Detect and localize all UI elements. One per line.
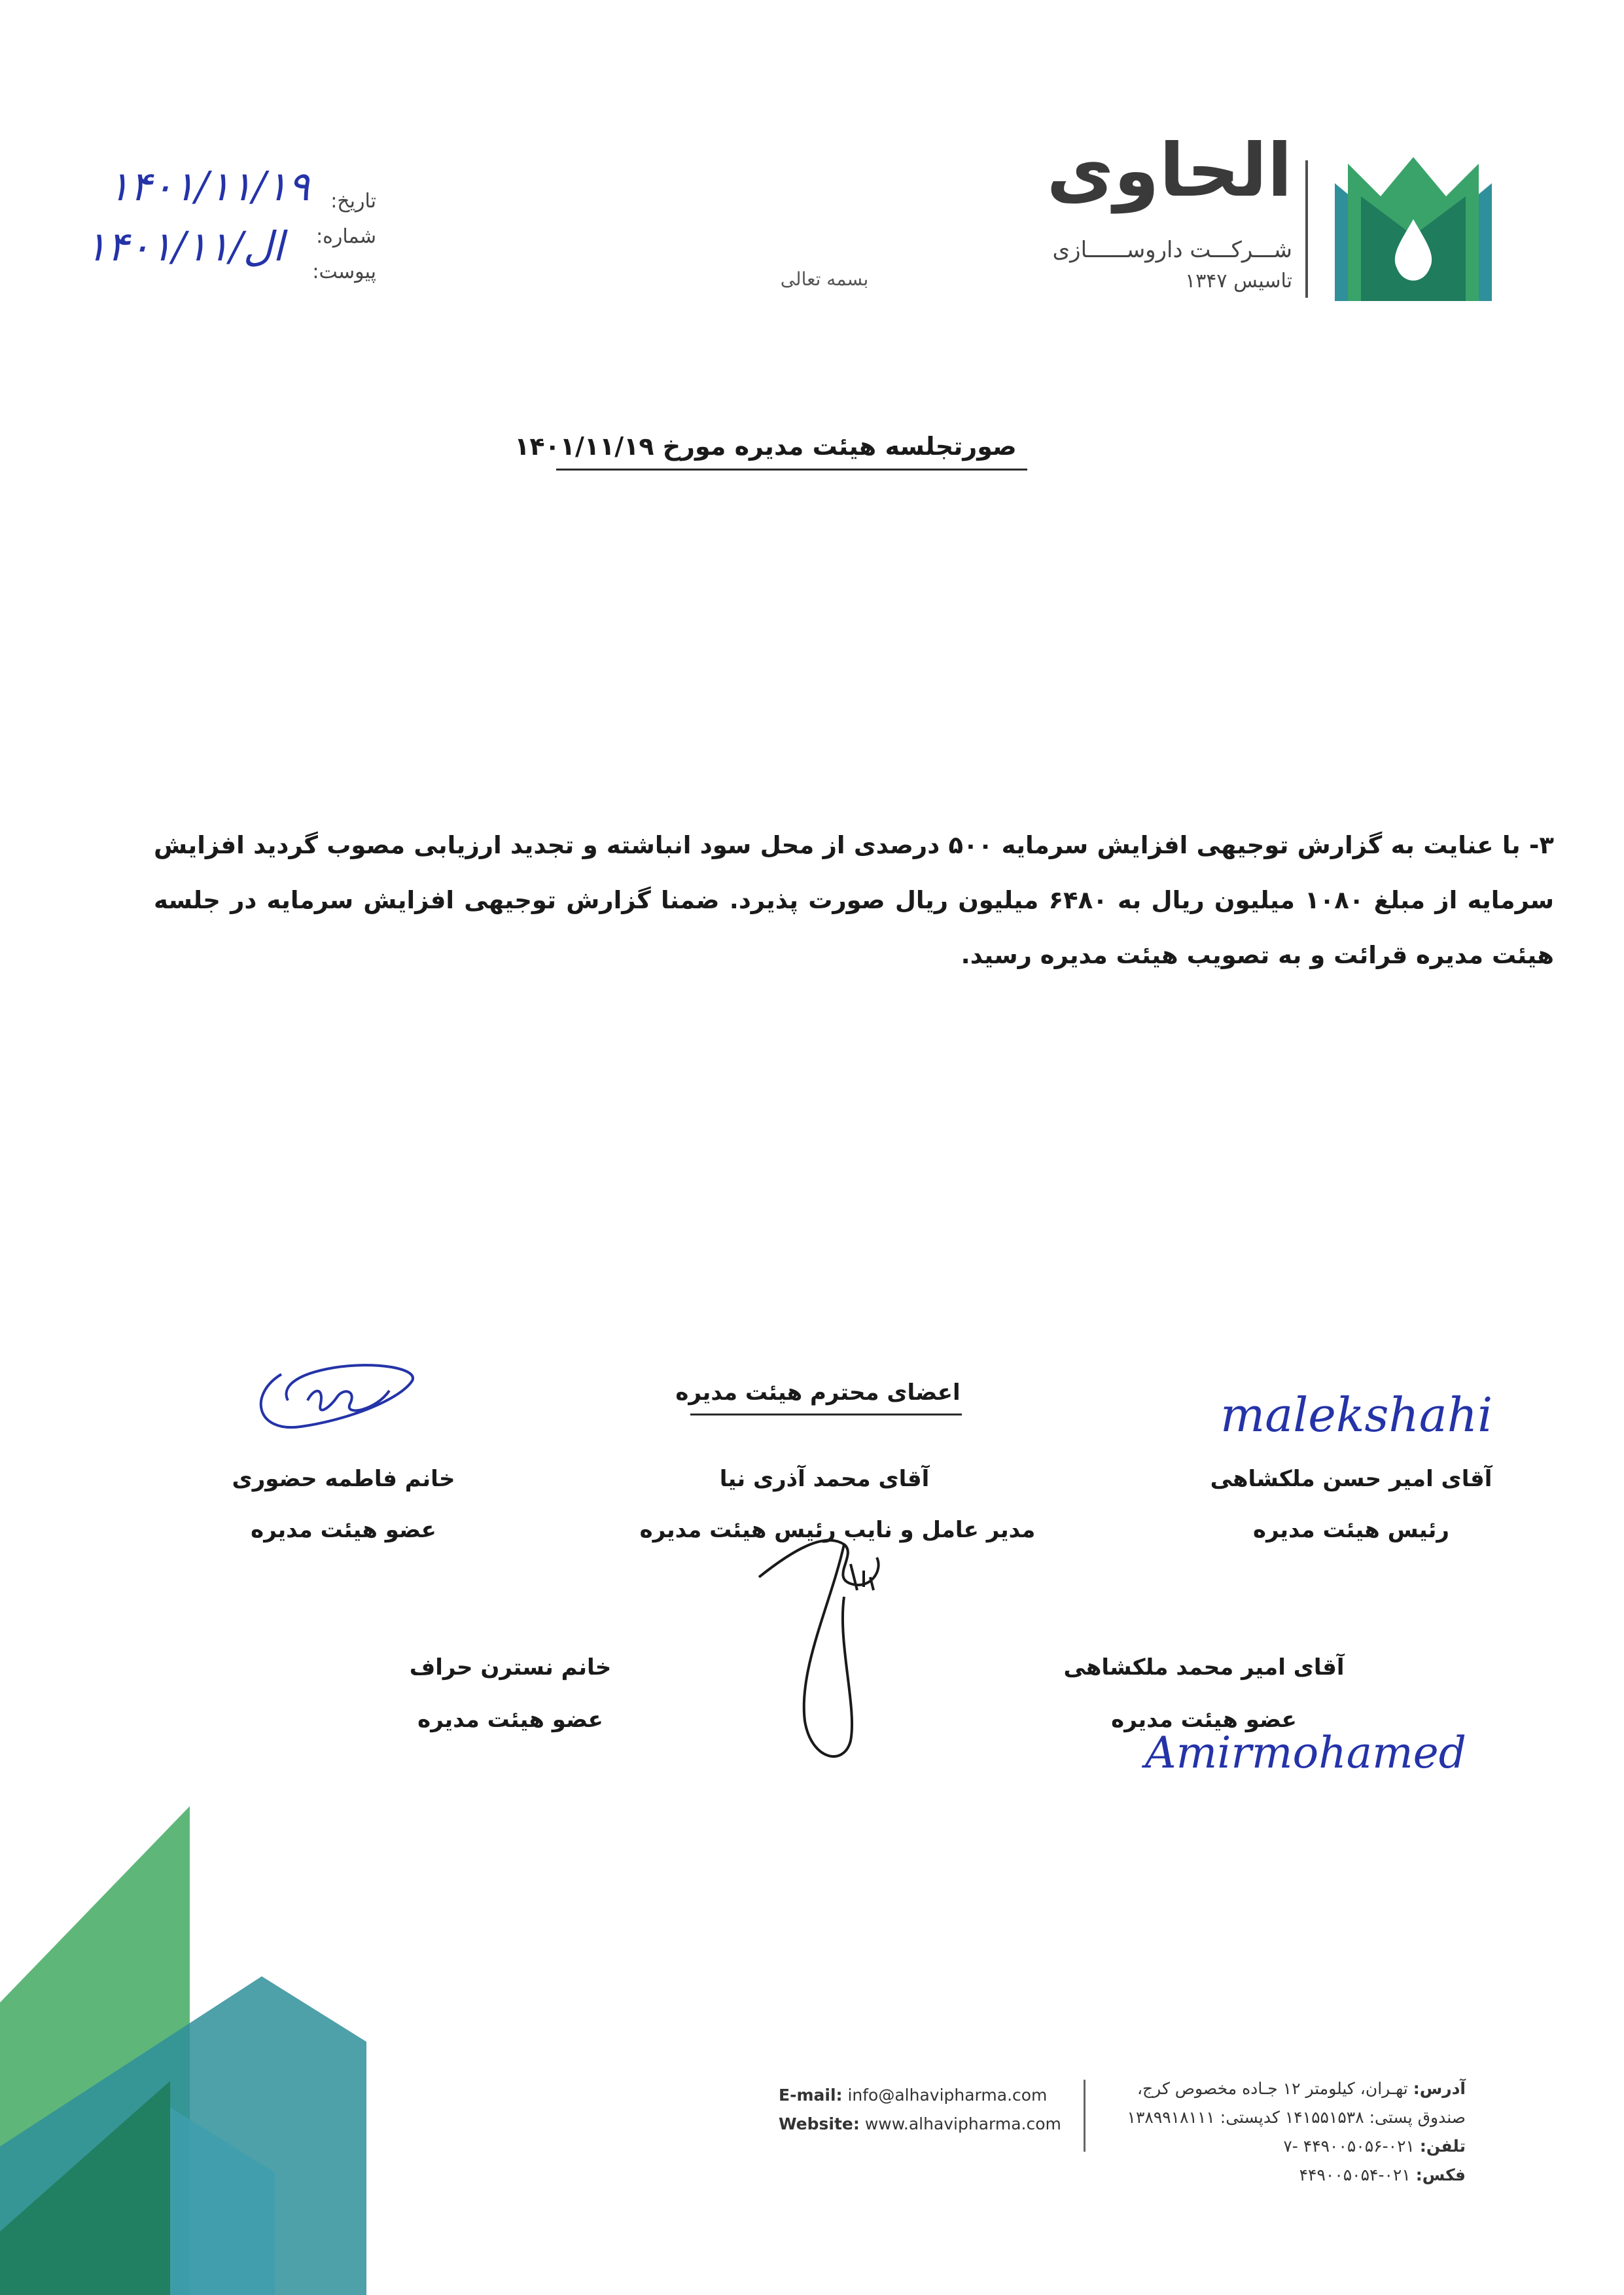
- fax-line: [1099, 2161, 1466, 2190]
- company-name: الحاوی: [1046, 128, 1292, 213]
- phone-line: [1099, 2132, 1466, 2161]
- company-logo-mark: [1335, 157, 1492, 301]
- signatory-role: عضو هیئت مدیره: [1111, 1707, 1297, 1733]
- number-value-handwritten: ۱۴۰۱/۱۱/ال: [85, 222, 284, 270]
- besmeh-heading: بسمه تعالی: [780, 268, 869, 290]
- fax-value: ۰۲۱-۴۴۹۰۰۵۰۵۴: [1299, 2165, 1411, 2184]
- resolution-text: با عنایت به گزارش توجیهی افزایش سرمایه ۵۰۰ درصدی از محل سود انباشته و تجدید ارزیابی مصوب گردید افزایش سرمایه از مبلغ ۱۰۸۰ میلیون ریال به ۶۴۸۰ میلیون ریال صورت پذیرد. ضمنا گزارش توجیهی افزایش سرمایه در جلسه هیئت مدیره قرائت و به تصویب هیئت مدیره رسید.: [154, 831, 1554, 969]
- corner-decoration: [0, 1806, 366, 2295]
- signatory-name: آقای امیر محمد ملکشاهی: [1063, 1654, 1345, 1681]
- postal-line: صندوق پستی: ۱۴۱۵۵۱۵۳۸ کدپستی: ۱۳۸۹۹۱۸۱۱۱: [1127, 2108, 1466, 2127]
- attachment-label: پیوست:: [312, 260, 376, 283]
- address-value: تهـران، کیلومتر ۱۲ جـاده مخصوص کرج،: [1137, 2079, 1408, 2098]
- date-value-handwritten: ۱۴۰۱/۱۱/۱۹: [108, 162, 310, 210]
- resolution-paragraph: [154, 818, 1554, 983]
- signatory-role: مدیر عامل و نایب رئیس هیئت مدیره: [639, 1517, 1036, 1543]
- website-link[interactable]: www.alhavipharma.com: [864, 2114, 1061, 2133]
- signature-scribble: [752, 1525, 903, 1773]
- phone-value: ۰۲۱-۴۴۹۰۰۵۰۵۶ -۷: [1283, 2137, 1415, 2156]
- logo-divider: [1305, 160, 1308, 298]
- number-label: شماره:: [316, 225, 376, 248]
- email-label: E-mail:: [779, 2086, 843, 2105]
- website-label: Website:: [779, 2114, 860, 2133]
- heading-underline: [690, 1414, 962, 1415]
- document-title: صورتجلسه هیئت مدیره مورخ ۱۴۰۱/۱۱/۱۹: [514, 432, 1017, 461]
- email-link[interactable]: info@alhavipharma.com: [847, 2086, 1048, 2105]
- signatory-role: عضو هیئت مدیره: [251, 1517, 436, 1543]
- footer-web-block: [779, 2081, 1073, 2139]
- signatory-role: عضو هیئت مدیره: [417, 1707, 603, 1733]
- board-members-heading: اعضای محترم هیئت مدیره: [675, 1379, 961, 1406]
- signatory-name: آقای محمد آذری نیا: [719, 1466, 930, 1492]
- date-label: تاریخ:: [330, 190, 376, 213]
- fax-label: فکس:: [1415, 2165, 1466, 2184]
- item-number: ۳-: [1529, 831, 1554, 859]
- signatory-name: خانم نسترن حراف: [409, 1654, 612, 1681]
- email-line: [779, 2081, 1073, 2110]
- phone-label: تلفن:: [1419, 2137, 1466, 2156]
- signatory-name: آقای امیر حسن ملکشاهی: [1210, 1466, 1492, 1492]
- signature-handwritten: malekshahi: [1220, 1387, 1493, 1442]
- title-underline: [556, 469, 1027, 471]
- company-founded: تاسیس ۱۳۴۷: [1185, 270, 1292, 293]
- address-label: آدرس:: [1413, 2079, 1466, 2098]
- footer-contact-block: [1099, 2074, 1466, 2190]
- signature-handwritten: Amirmohamed: [1145, 1728, 1466, 1778]
- address-line: [1099, 2074, 1466, 2103]
- signature-scribble: [242, 1348, 425, 1446]
- signatory-name: خانم فاطمه حضوری: [232, 1466, 455, 1492]
- signatory-role: رئیس هیئت مدیره: [1253, 1517, 1449, 1543]
- company-subtitle: شـــرکـــت داروســــــازی: [1052, 237, 1292, 263]
- website-line: [779, 2110, 1073, 2139]
- footer-divider: [1084, 2080, 1086, 2152]
